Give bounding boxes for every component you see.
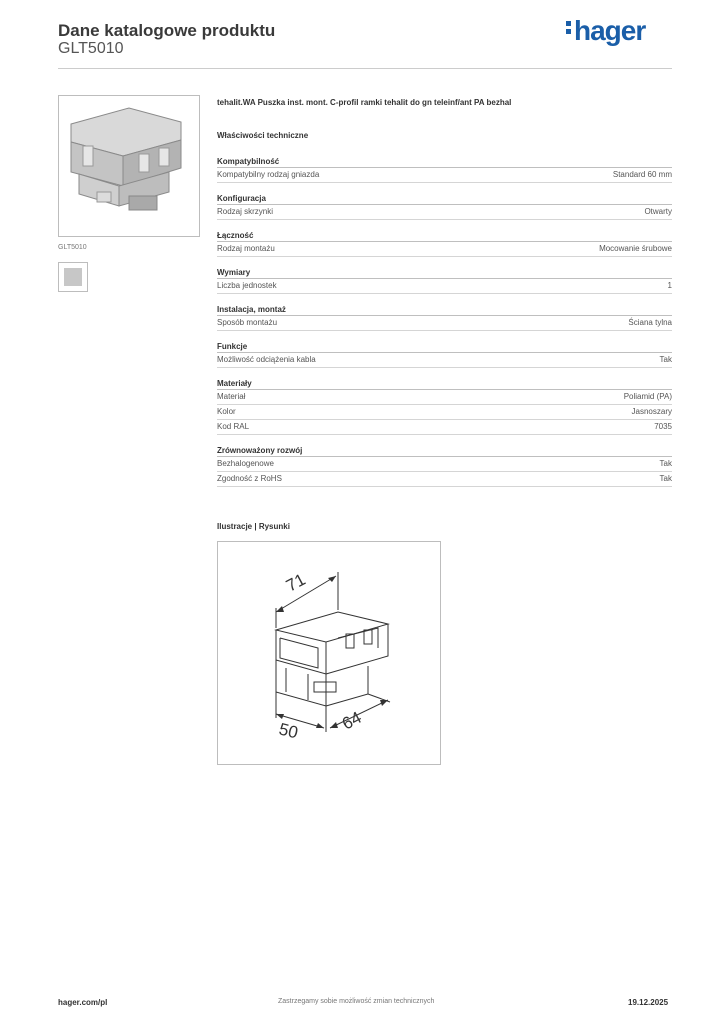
spec-section: [217, 378, 672, 435]
spec-value: Tak: [659, 459, 672, 468]
spec-section: [217, 267, 672, 294]
footer-notice: Zastrzegamy sobie możliwość zmian technicznych: [278, 998, 435, 1005]
spec-value: Tak: [659, 474, 672, 483]
hager-logo: [566, 15, 645, 47]
spec-row: [217, 353, 672, 368]
spec-label: Kolor: [217, 407, 236, 416]
spec-label: Liczba jednostek: [217, 281, 277, 290]
dimension-top-label: 71: [282, 569, 309, 596]
spec-value: 7035: [654, 422, 672, 431]
spec-row: [217, 405, 672, 420]
spec-table: [217, 156, 672, 497]
spec-row: [217, 457, 672, 472]
spec-section-title: Wymiary: [217, 267, 672, 279]
dimension-drawing-svg: [218, 542, 440, 764]
header-divider: [58, 68, 672, 69]
spec-value: Standard 60 mm: [612, 170, 672, 179]
spec-value: Jasnoszary: [631, 407, 672, 416]
spec-value: Ściana tylna: [628, 318, 672, 327]
page-title: Dane katalogowe produktu: [58, 21, 276, 40]
spec-label: Materiał: [217, 392, 246, 401]
spec-section-title: Funkcje: [217, 341, 672, 353]
spec-section-title: Instalacja, montaż: [217, 304, 672, 316]
spec-label: Możliwość odciążenia kabla: [217, 355, 316, 364]
spec-value: Otwarty: [644, 207, 672, 216]
illustrations-heading: Ilustracje | Rysunki: [217, 522, 290, 531]
spec-row: [217, 316, 672, 331]
spec-value: Poliamid (PA): [623, 392, 672, 401]
spec-label: Bezhalogenowe: [217, 459, 274, 468]
spec-section: [217, 341, 672, 368]
spec-row: [217, 168, 672, 183]
spec-section-title: Materiały: [217, 378, 672, 390]
spec-section-title: Kompatybilność: [217, 156, 672, 168]
dimension-right-label: 64: [338, 707, 365, 734]
spec-label: Kompatybilny rodzaj gniazda: [217, 170, 320, 179]
spec-label: Zgodność z RoHS: [217, 474, 282, 483]
product-code: GLT5010: [58, 40, 124, 57]
product-image: [59, 96, 199, 236]
spec-row: [217, 472, 672, 487]
product-description: tehalit.WA Puszka inst. mont. C-profil ramki tehalit do gn teleinf/ant PA bezhal: [217, 98, 512, 107]
spec-value: Mocowanie śrubowe: [599, 244, 672, 253]
spec-label: Rodzaj montażu: [217, 244, 275, 253]
photo-caption: GLT5010: [58, 244, 87, 251]
spec-value: Tak: [659, 355, 672, 364]
footer-website[interactable]: hager.com/pl: [58, 998, 108, 1007]
spec-section-title: Konfiguracja: [217, 193, 672, 205]
dimension-left-label: 50: [277, 719, 300, 743]
spec-row: [217, 279, 672, 294]
spec-row: [217, 390, 672, 405]
spec-section: [217, 193, 672, 220]
spec-section: [217, 230, 672, 257]
spec-section: [217, 156, 672, 183]
dimension-drawing: [217, 541, 441, 765]
spec-section-title: Łączność: [217, 230, 672, 242]
spec-value: 1: [667, 281, 672, 290]
product-photo: [58, 95, 200, 237]
spec-label: Sposób montażu: [217, 318, 278, 327]
tech-properties-heading: Właściwości techniczne: [217, 131, 309, 140]
spec-label: Kod RAL: [217, 422, 250, 431]
spec-row: [217, 242, 672, 257]
spec-label: Rodzaj skrzynki: [217, 207, 274, 216]
spec-section: [217, 445, 672, 487]
spec-row: [217, 420, 672, 435]
spec-section: [217, 304, 672, 331]
image-thumbnail[interactable]: [58, 262, 88, 292]
footer-date: 19.12.2025: [628, 998, 669, 1007]
spec-section-title: Zrównoważony rozwój: [217, 445, 672, 457]
spec-row: [217, 205, 672, 220]
logo-text: hager: [574, 15, 646, 46]
thumbnail-image-icon: [64, 268, 82, 286]
logo-dots-icon: [566, 18, 572, 37]
